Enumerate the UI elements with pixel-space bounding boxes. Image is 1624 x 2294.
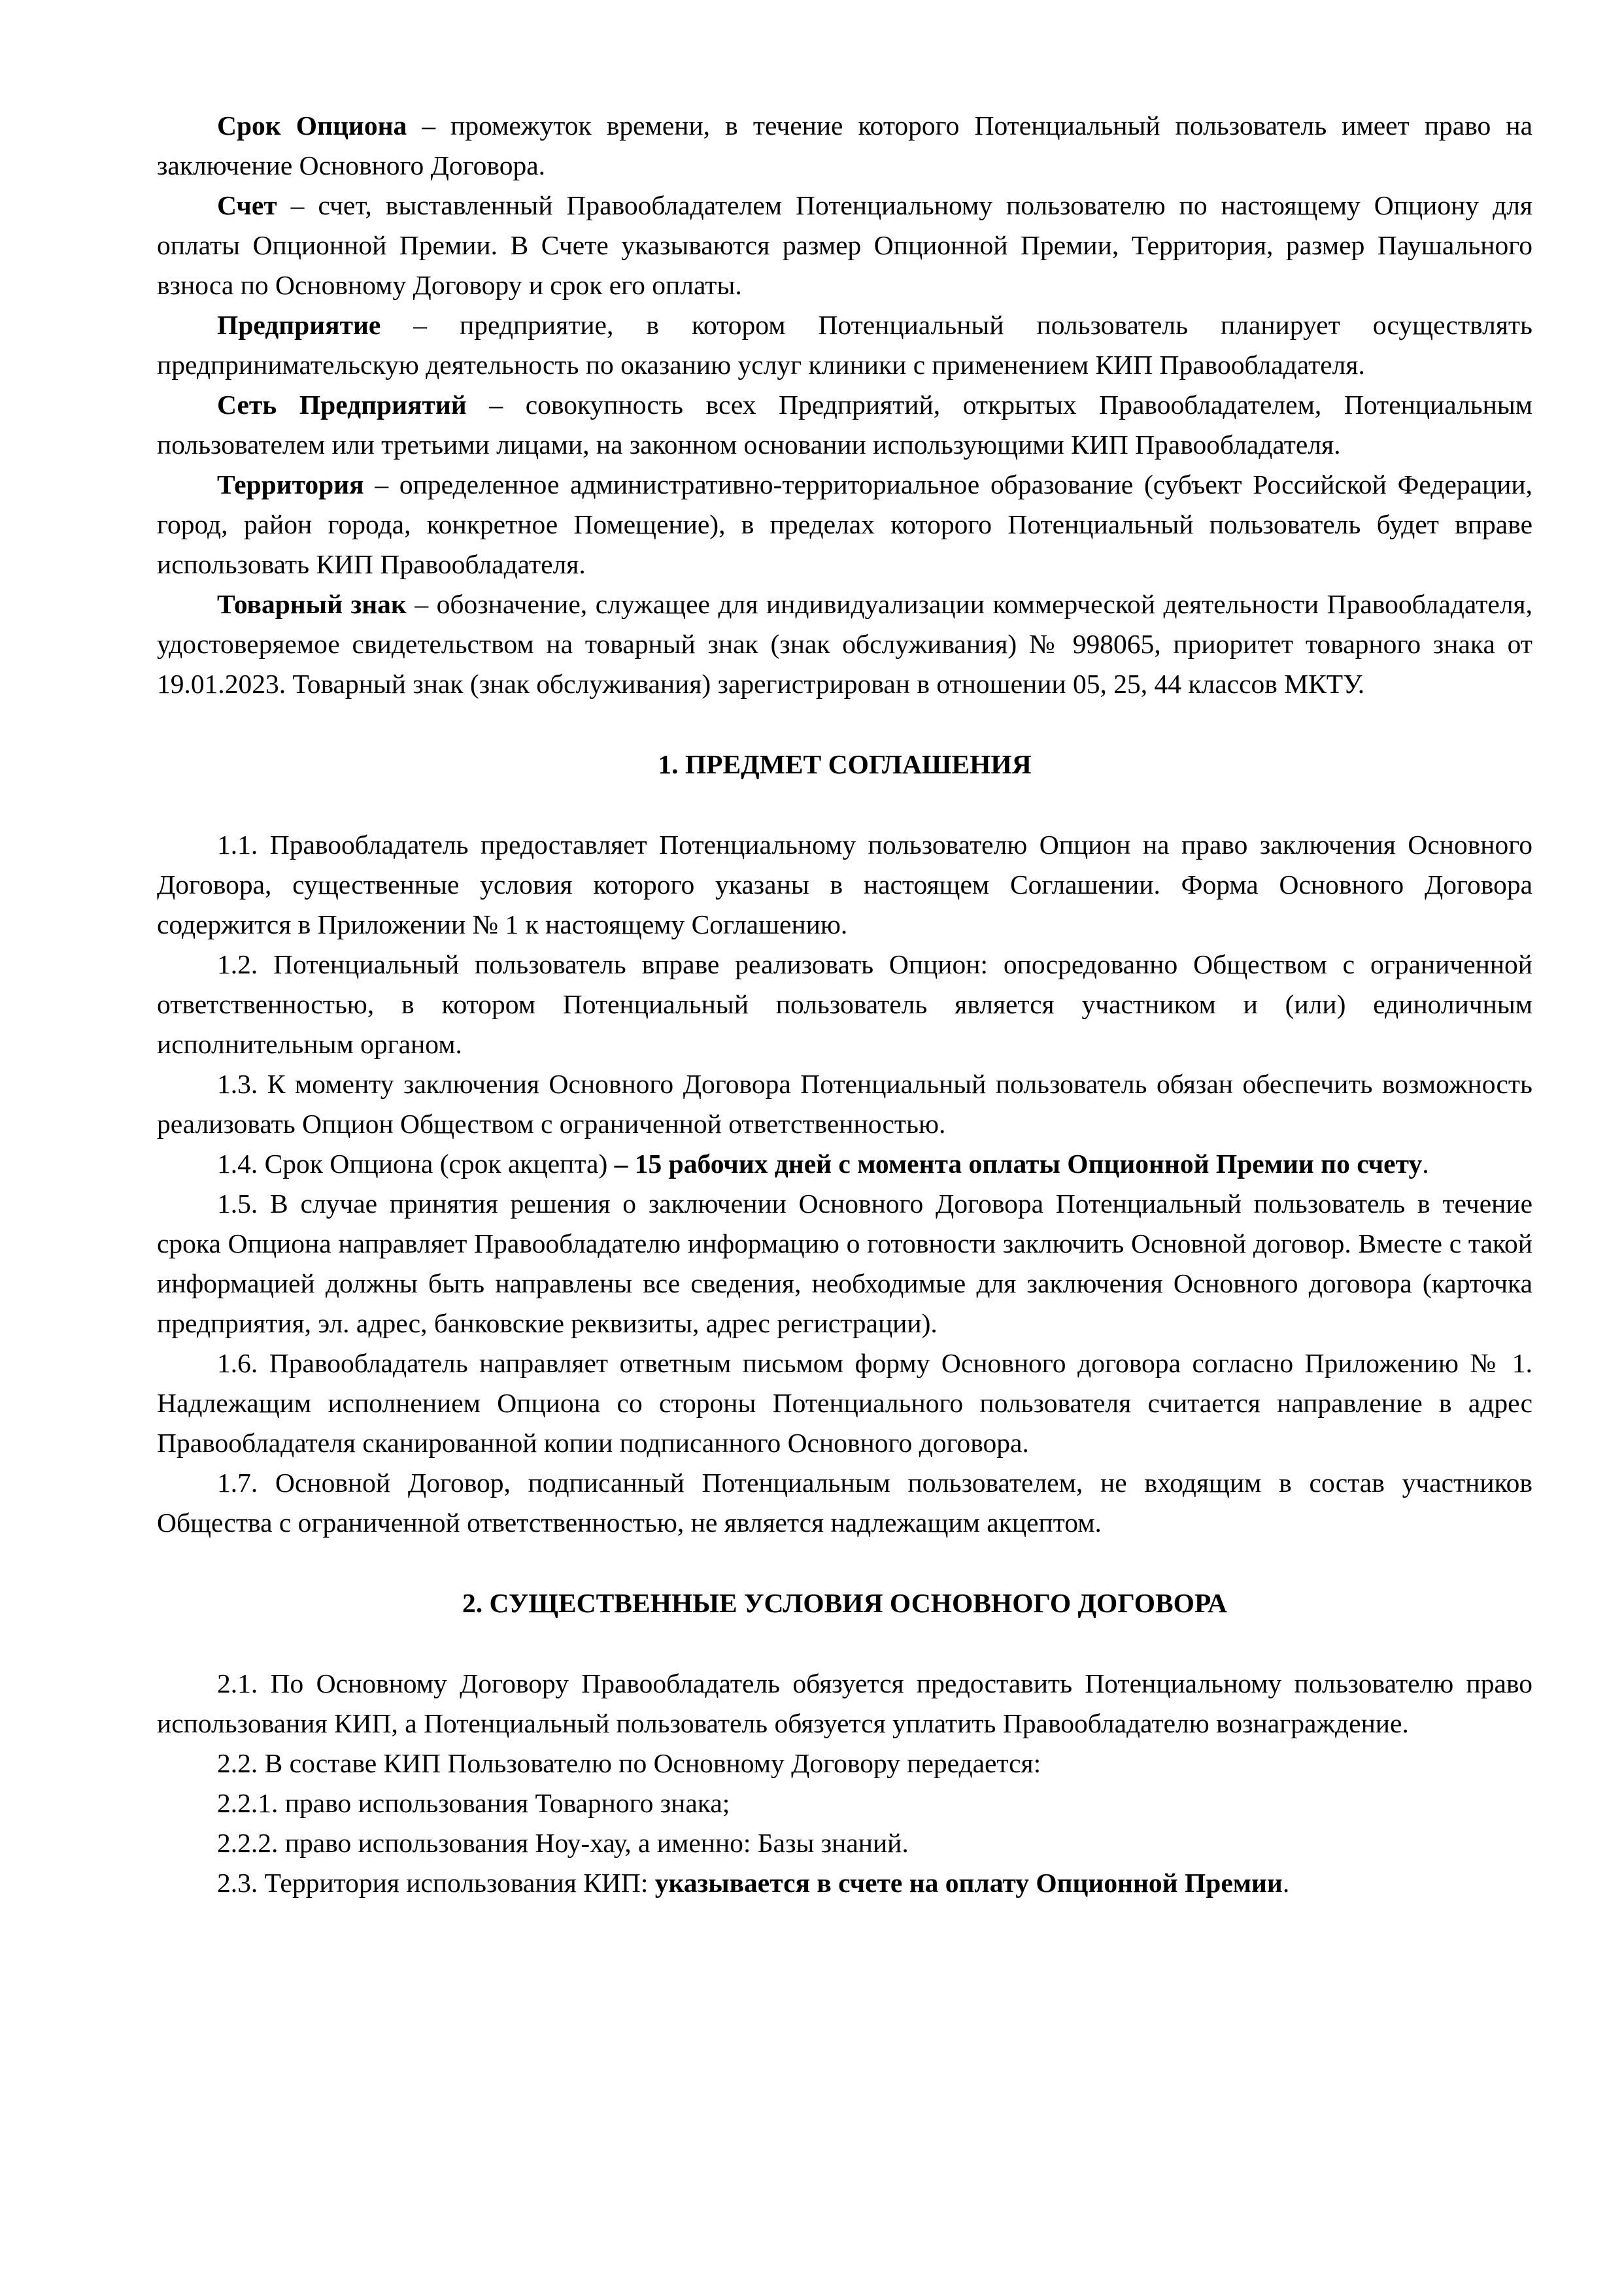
spacer — [157, 1543, 1532, 1583]
definition-invoice — [157, 186, 1532, 305]
definition-term: Территория — [217, 469, 364, 499]
definition-text: – совокупность всех Предприятий, открытых Правообладателем, Потенциальным пользователем или третьими лицами, на законном основании использующими КИП Правообладателя. — [157, 390, 1532, 460]
section-2-heading: 2. СУЩЕСТВЕННЫЕ УСЛОВИЯ ОСНОВНОГО ДОГОВОРА — [462, 1588, 1227, 1618]
spacer — [157, 784, 1532, 825]
definition-term: Сеть Предприятий — [217, 390, 467, 420]
document-page — [157, 106, 1532, 1903]
clause-text: . — [1422, 1149, 1429, 1179]
definition-territory — [157, 465, 1532, 584]
definition-trademark — [157, 584, 1532, 704]
clause-1-3: 1.3. К моменту заключения Основного Договора Потенциальный пользователь обязан обеспечить возможность реализовать Опцион Обществом с ограниченной ответственностью. — [157, 1069, 1532, 1139]
spacer — [157, 704, 1532, 745]
definition-text: – определенное административно-территориальное образование (субъект Российской Федерации, город, район города, конкретное Помещение), в пределах которого Потенциальный пользователь будет вправе использовать КИП Правообладателя. — [157, 469, 1532, 579]
definition-enterprise-network — [157, 385, 1532, 465]
clause-1-1: 1.1. Правообладатель предоставляет Потенциальному пользователю Опцион на право заключения Основного Договора, существенные условия которого указаны в настоящем Соглашении. Форма Основного Договора содержится в Приложении № 1 к настоящему Соглашению. — [157, 830, 1532, 939]
definition-text: – промежуток времени, в течение которого Потенциальный пользователь имеет право на заключение Основного Договора. — [157, 110, 1532, 180]
clause-2-2-1: 2.2.1. право использования Товарного знака; — [217, 1788, 730, 1818]
definition-text: – предприятие, в котором Потенциальный пользователь планирует осуществлять предпринимательскую деятельность по оказанию услуг клиники с применением КИП Правообладателя. — [157, 310, 1532, 380]
section-1-heading: 1. ПРЕДМЕТ СОГЛАШЕНИЯ — [658, 749, 1032, 779]
definition-term: Товарный знак — [217, 589, 407, 619]
definition-option-term — [157, 106, 1532, 186]
definition-enterprise — [157, 305, 1532, 385]
clause-emphasis: – 15 рабочих дней с момента оплаты Опционной Премии по счету — [614, 1149, 1423, 1179]
clause-1-4 — [157, 1144, 1532, 1184]
definition-term: Счет — [217, 190, 277, 220]
clause-1-2: 1.2. Потенциальный пользователь вправе реализовать Опцион: опосредованно Обществом с ограниченной ответственностью, в котором Потенциальный пользователь является участником и (или) единоличным исполнительным органом. — [157, 949, 1532, 1059]
clause-1-6: 1.6. Правообладатель направляет ответным письмом форму Основного договора согласно Приложению № 1. Надлежащим исполнением Опциона со стороны Потенциального пользователя считается направление в адрес Правообладателя сканированной копии подписанного Основного договора. — [157, 1348, 1532, 1458]
clause-text: 2.3. Территория использования КИП: — [217, 1868, 655, 1898]
definition-term: Предприятие — [217, 310, 381, 340]
spacer — [157, 1623, 1532, 1664]
clause-2-1: 2.1. По Основному Договору Правообладатель обязуется предоставить Потенциальному пользователю право использования КИП, а Потенциальный пользователь обязуется уплатить Правообладателю вознаграждение. — [157, 1668, 1532, 1738]
definition-term: Срок Опциона — [217, 110, 407, 141]
definition-text: – обозначение, служащее для индивидуализации коммерческой деятельности Правообладателя, удостоверяемое свидетельством на товарный знак (знак обслуживания) № 998065, приоритет товарного знака от 19.01.2023. Товарный знак (знак обслуживания) зарегистрирован в отношении 05, 25, 44 классов МКТУ. — [157, 589, 1532, 699]
clause-2-2: 2.2. В составе КИП Пользователю по Основному Договору передается: — [217, 1748, 1041, 1778]
clause-emphasis: указывается в счете на оплату Опционной Премии — [654, 1868, 1283, 1898]
clause-2-3 — [157, 1863, 1532, 1903]
clause-text: . — [1282, 1868, 1290, 1898]
clause-2-2-2: 2.2.2. право использования Ноу-хау, а именно: Базы знаний. — [217, 1828, 909, 1858]
clause-text: 1.4. Срок Опциона (срок акцепта) — [217, 1149, 615, 1179]
clause-1-5: 1.5. В случае принятия решения о заключении Основного Договора Потенциальный пользователь в течение срока Опциона направляет Правообладателю информацию о готовности заключить Основной договор. Вместе с такой информацией должны быть направлены все сведения, необходимые для заключения Основного договора (карточка предприятия, эл. адрес, банковские реквизиты, адрес регистрации). — [157, 1189, 1532, 1338]
clause-1-7: 1.7. Основной Договор, подписанный Потенциальным пользователем, не входящим в состав участников Общества с ограниченной ответственностью, не является надлежащим акцептом. — [157, 1468, 1532, 1538]
definition-text: – счет, выставленный Правообладателем Потенциальному пользователю по настоящему Опциону для оплаты Опционной Премии. В Счете указываются размер Опционной Премии, Территория, размер Паушального взноса по Основному Договору и срок его оплаты. — [157, 190, 1532, 300]
